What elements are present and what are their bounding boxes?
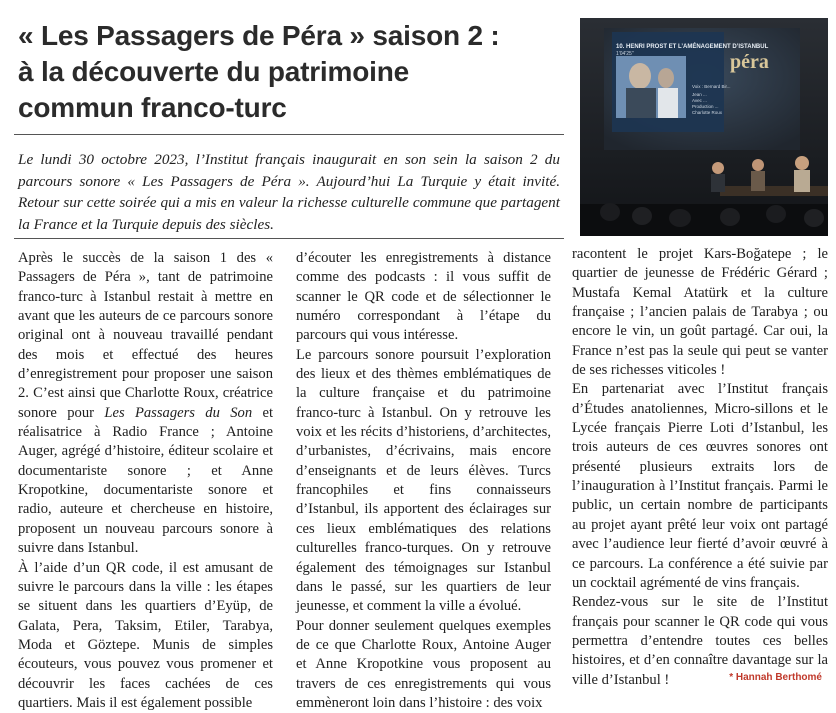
paragraph-text: et réalisatrice à Radio France ; Antoine Auger, agrégé d’histoire, éditeur scolaire et documentariste sonore ; et Anne Kropotkine, documentariste sonore et radio, auteure et chercheuse en histoire, proposent un nouveau parcours sonore à suivre dans Istanbul. [18, 405, 273, 556]
event-photo [580, 18, 828, 236]
title-line-3: commun franco-turc [18, 92, 287, 123]
event-photo-illustration [580, 18, 828, 236]
slide-text-line: Production ... [692, 104, 719, 109]
paragraph: Rendez-vous sur le site de l’Institut français pour scanner le QR code qui vous permettra d’entendre toutes ces belles histoires, et d’en connaître davantage sur la ville d’Istanbul ! [572, 593, 828, 690]
slide-text-line: Voix : Bernard Bir... [692, 84, 731, 89]
title-line-2: à la découverte du patrimoine [18, 56, 409, 87]
paragraph: Le parcours sonore poursuit l’exploration des lieux et des thèmes emblématiques de la culture française et du patrimoine franco-turc à Istanbul. On y retrouve les voix et les récits d’historiens, d’architectes, d’urbanistes, d’écrivains, mais encore d’enseignants et de leurs élèves. Turcs francophiles et fins connaisseurs d’Istanbul, ils apportent des éclairages sur ces lieux emblématiques des relations culturelles franco-turques. On y retrouve également des témoignages sur Istanbul dans le passé, sur les quartiers de leur jeunesse, et comment la ville a évolué. [296, 346, 551, 617]
paragraph [18, 249, 273, 559]
article-column-1 [18, 249, 273, 713]
slide-text-line: Jean ... [692, 92, 707, 97]
article-column-2 [296, 249, 551, 713]
title-rule-top [14, 134, 564, 135]
paragraph-italic-title: Les Passagers du Son [104, 405, 252, 421]
lede-rule-bottom [14, 238, 564, 239]
article-title [18, 18, 558, 126]
title-line-1: « Les Passagers de Péra » saison 2 : [18, 20, 500, 51]
slide-text-line: Charlotte Roux [692, 110, 723, 115]
article-lede: Le lundi 30 octobre 2023, l’Institut français inaugurait en son sein la saison 2 du parcours sonore « Les Passagers de Péra ». Aujourd’hui La Turquie y était invité. Retour sur cette soirée qui a mis en valeur la richesse culturelle commune que partagent la France et la Turquie depuis des siècles. [18, 149, 560, 235]
article-column-3 [572, 245, 828, 690]
paragraph-text: Après le succès de la saison 1 des « Passagers de Péra », tant de patrimoine franco-turc à Istanbul restait à mettre en avant que les auteurs de ce parcours sonore original ont à nouveau travaillé pendant des mois et effectué des heures d’enregistrement pour proposer une saison 2. C’est ainsi que Charlotte Roux, créatrice sonore pour [18, 250, 273, 421]
paragraph: En partenariat avec l’Institut français d’Études anatoliennes, Micro-sillons et le Lycée français Pierre Loti d’Istanbul, les trois auteurs de ces œuvres sonores ont présenté plusieurs extraits lors de l’inauguration à l’Institut français. Parmi le public, un certain nombre de participants au projet ayant prêté leur voix ont partagé avec l’audience leur fierté d’avoir œuvré à ce parcours. La conférence a été suivie par un cocktail agrémenté de vins français. [572, 380, 828, 593]
slide-text-line: Avec ... [692, 98, 707, 103]
slide-duration: 1'04'25'' [616, 51, 634, 57]
paragraph: À l’aide d’un QR code, il est amusant de suivre le parcours dans la ville : les étapes se situent dans les quartiers d’Eyüp, de Galata, Pera, Taksim, Etiler, Tarabya, Moda et Göztepe. Munis de simples écouteurs, vous pouvez vous promener et découvrir les faces cachées de ces quartiers. Mais il est également possible [18, 559, 273, 713]
paragraph: Pour donner seulement quelques exemples de ce que Charlotte Roux, Antoine Auger et Anne Kropotkine vous proposent au travers de ces enregistrements qui vous emmèneront loin dans l’histoire : des voix [296, 617, 551, 713]
slide-logo: péra [730, 51, 769, 73]
slide-heading: 10. HENRI PROST ET L’AMÉNAGEMENT D’ISTANBUL [616, 42, 769, 50]
paragraph: racontent le projet Kars-Boğatepe ; le quartier de jeunesse de Frédéric Gérard ; Mustafa Kemal Atatürk et la culture française ; l’ancien palais de Tarabya ; ou encore le vin, un goût partagé. Car oui, la France n’est pas la seule qui peut se vanter de ses richesses viticoles ! [572, 245, 828, 380]
author-byline: * Hannah Berthomé [729, 672, 822, 683]
paragraph: d’écouter les enregistrements à distance comme des podcasts : il vous suffit de scanner le QR code et de sélectionner le numéro correspondant à l’étape du parcours qui vous intéresse. [296, 249, 551, 346]
